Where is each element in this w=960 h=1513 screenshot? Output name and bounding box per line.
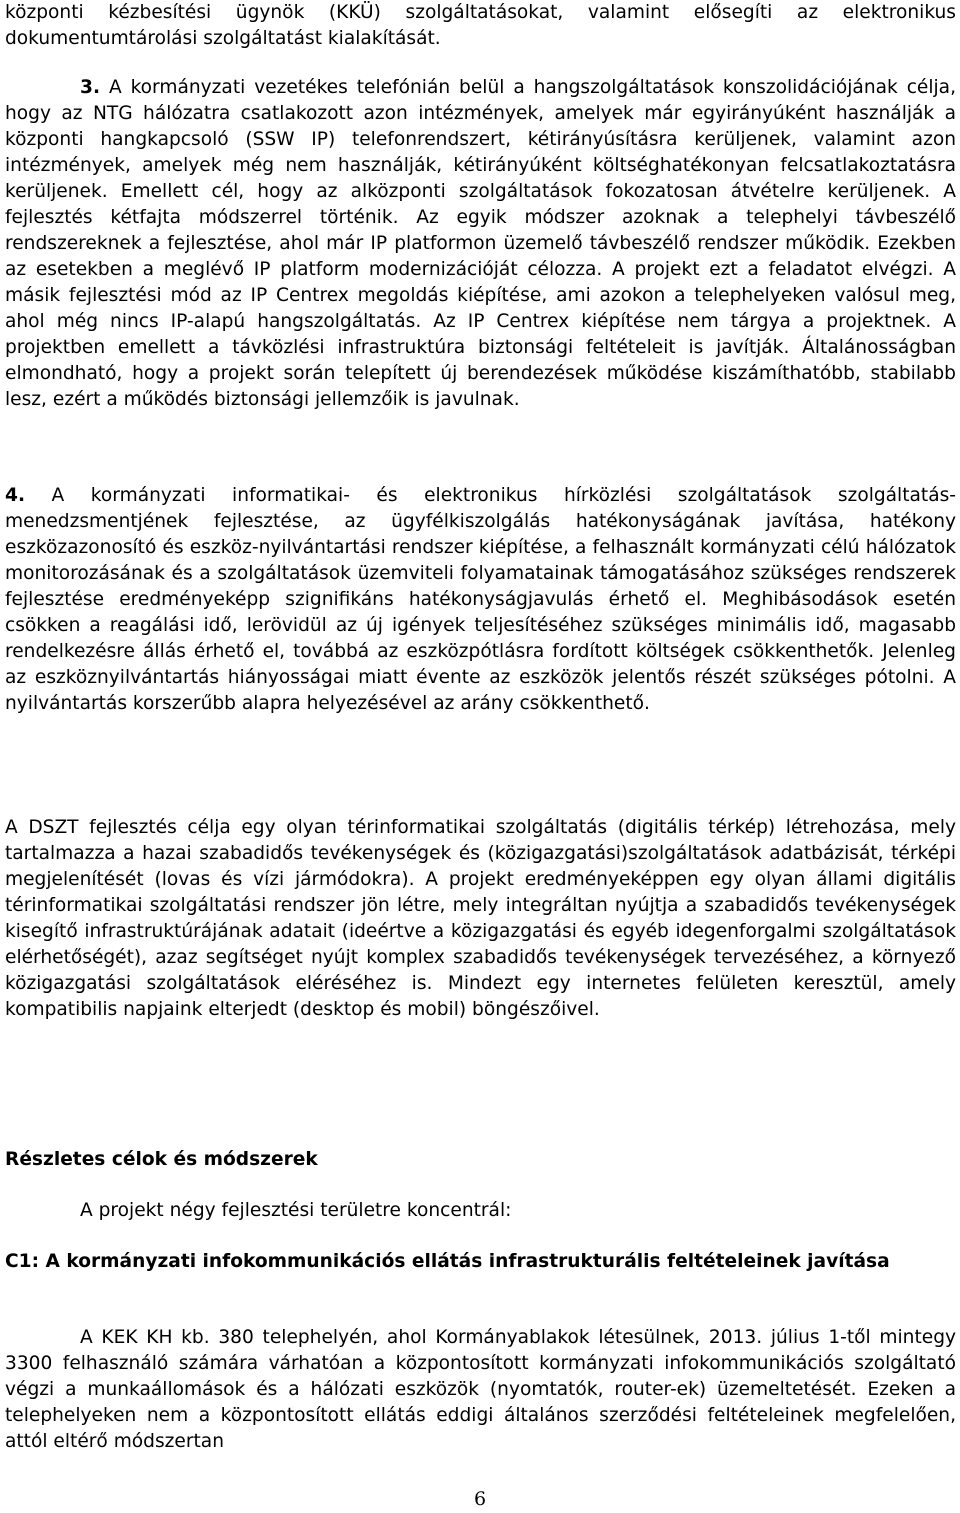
section-heading-c1: C1: A kormányzati infokommunikációs ellátás infrastrukturális feltételeinek javítása (5, 1251, 890, 1272)
section-heading-reszletes: Részletes célok és módszerek (5, 1149, 318, 1170)
item-4-text: A kormányzati informatikai- és elektronikus hírközlési szolgáltatások szolgáltatás-menedzsmentjének fejlesztése, az ügyfélkiszolgálás hatékonyságának javítása, hatékony eszközazonosító és eszköz-nyilvántartási rendszer kiépítése, a felhasznált kormányzati célú hálózatok monitorozásának és a szolgáltatások üzemviteli folyamatainak támogatásához szükséges rendszerek fejlesztése eredményeképp szignifikáns hatékonyságjavulás érhető el. Meghibásodások esetén csökken a reagálási idő, lerövidül az új igények teljesítéséhez szükséges minimális idő, magasabb rendelkezésre állás érhető el, továbbá az eszközpótlásra fordított költségek csökkenthetők. Jelenleg az eszköznyilvántartás hiányosságai miatt évente az eszközök jelentős részét szükséges pótolni. A nyilvántartás korszerűbb alapra helyezésével az arány csökkenthető. (5, 485, 956, 714)
paragraph-negy-terulet: A projekt négy fejlesztési területre koncentrál: (80, 1200, 512, 1221)
page-number: 6 (473, 1488, 487, 1510)
paragraph-item-3 (5, 75, 956, 413)
paragraph-dszt: A DSZT fejlesztés célja egy olyan térinformatikai szolgáltatás (digitális térkép) létrehozása, mely tartalmazza a hazai szabadidős tevékenységek és (közigazgatási)szolgáltatások adatbázisát, térképi megjelenítését (lovas és vízi jármódokra). A projekt eredményeképpen egy olyan állami digitális térinformatikai szolgáltatási rendszer jön létre, mely integráltan nyújtja a szabadidős tevékenységek kisegítő infrastruktúrájának adatait (ideértve a közigazgatási és egyéb idegenforgalmi szolgáltatások elérhetőségét), azaz segítséget nyújt komplex szabadidős tevékenységek tervezéséhez, a környező közigazgatási szolgáltatások eléréséhez is. Mindezt egy internetes felületen keresztül, amely kompatibilis napjaink elterjedt (desktop és mobil) böngészőivel. (5, 817, 956, 1020)
paragraph-kek: A KEK KH kb. 380 telephelyén, ahol Kormányablakok létesülnek, 2013. július 1-től mintegy 3300 felhasználó számára várhatóan a központosított kormányzati infokommunikációs szolgáltató végzi a munkaállomások és a hálózati eszközök (nyomtatók, router-ek) üzemeltetését. Ezeken a telephelyeken nem a központosított ellátás eddigi általános szerződési feltételeinek megfelelően, attól eltérő módszertan (5, 1327, 956, 1452)
item-3-number: 3. (80, 77, 101, 98)
item-3-text: A kormányzati vezetékes telefónián belül a hangszolgáltatások konszolidációjának célja, hogy az NTG hálózatra csatlakozott azon intézmények, amelyek már egyirányúként használják a központi hangkapcsoló (SSW IP) telefonrendszert, kétirányúsításra kerüljenek, valamint azon intézmények, amelyek még nem használják, kétirányúként költséghatékonyan felcsatlakoztatásra kerüljenek. Emellett cél, hogy az alközponti szolgáltatások fokozatosan átvételre kerüljenek. A fejlesztés kétfajta módszerrel történik. Az egyik módszer azoknak a telephelyi távbeszélő rendszereknek a fejlesztése, ahol már IP platformon üzemelő távbeszélő rendszer működik. Ezekben az esetekben a meglévő IP platform modernizációját célozza. A projekt ezt a feladatot elvégzi. A másik fejlesztési mód az IP Centrex megoldás kiépítése, ami azokon a telephelyeken valósul meg, ahol még nincs IP-alapú hangszolgáltatás. Az IP Centrex kiépítése nem tárgya a projektnek. A projektben emellett a távközlési infrastruktúra biztonsági feltételeit is javítják. Általánosságban elmondható, hogy a projekt során telepített új berendezések működése kiszámíthatóbb, stabilabb lesz, ezért a működés biztonsági jellemzőik is javulnak. (5, 77, 956, 410)
item-4-number: 4. (5, 485, 26, 506)
paragraph-item-4 (5, 483, 956, 717)
paragraph-intro: központi kézbesítési ügynök (KKÜ) szolgáltatásokat, valamint elősegíti az elektronikus dokumentumtárolási szolgáltatást kialakítását. (5, 2, 956, 49)
